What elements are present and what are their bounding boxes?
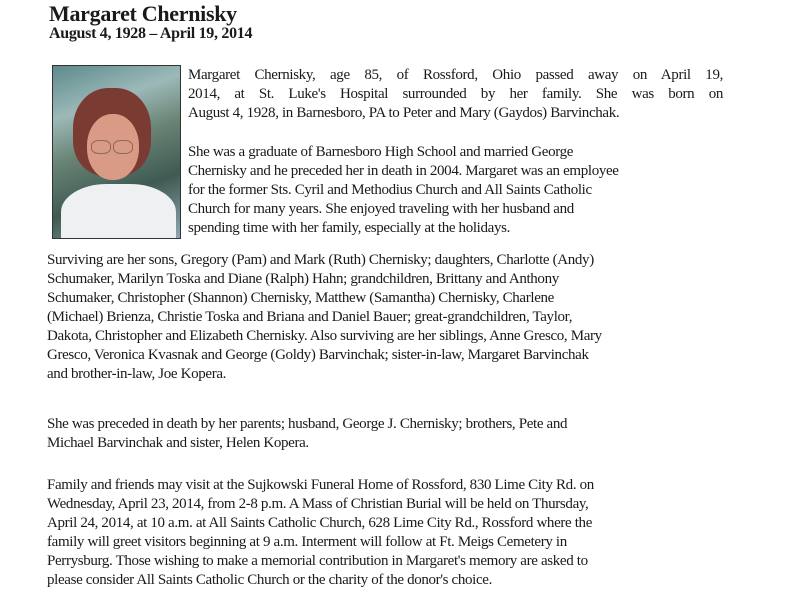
text-line: Wednesday, April 23, 2014, from 2-8 p.m. A Mass of Christian Burial will be held on Thursday, [47, 496, 589, 512]
text-line: Family and friends may visit at the Sujkowski Funeral Home of Rossford, 830 Lime City Rd. on [47, 477, 594, 493]
text-line: She was a graduate of Barnesboro High School and married George [188, 144, 574, 160]
paragraph-survivors [47, 251, 602, 384]
paragraph-preceded [47, 415, 567, 453]
paragraph-education [188, 143, 619, 238]
paragraph-services [47, 476, 594, 590]
text-line: (Michael) Brienza, Christie Toska and Briana and Daniel Bauer; great-grandchildren, Taylor, [47, 309, 573, 325]
text-line: 2014, at St. Luke's Hospital surrounded by her family. She was born on [188, 86, 723, 102]
text-line: Michael Barvinchak and sister, Helen Kopera. [47, 435, 309, 451]
text-line: August 4, 1928, in Barnesboro, PA to Peter and Mary (Gaydos) Barvinchak. [188, 105, 620, 121]
portrait-photo [52, 65, 181, 239]
text-line: Dakota, Christopher and Elizabeth Chernisky. Also surviving are her siblings, Anne Gresco, Mary [47, 328, 602, 344]
text-line: Schumaker, Christopher (Shannon) Chernisky, Matthew (Samantha) Chernisky, Charlene [47, 290, 554, 306]
text-line: Church for many years. She enjoyed traveling with her husband and [188, 201, 574, 217]
life-dates: August 4, 1928 – April 19, 2014 [49, 25, 253, 42]
text-line: Margaret Chernisky, age 85, of Rossford, Ohio passed away on April 19, [188, 67, 723, 83]
text-line: and brother-in-law, Joe Kopera. [47, 366, 227, 382]
text-line: Surviving are her sons, Gregory (Pam) and Mark (Ruth) Chernisky; daughters, Charlotte (Andy) [47, 252, 594, 268]
text-line: for the former Sts. Cyril and Methodius Church and All Saints Catholic [188, 182, 592, 198]
paragraph-intro [188, 66, 723, 123]
obituary-name: Margaret Chernisky [49, 1, 237, 26]
text-line: family will greet visitors beginning at 9 a.m. Interment will follow at Ft. Meigs Cemetery in [47, 534, 567, 550]
text-line: Gresco, Veronica Kvasnak and George (Goldy) Barvinchak; sister-in-law, Margaret Barvinchak [47, 347, 589, 363]
text-line: She was preceded in death by her parents; husband, George J. Chernisky; brothers, Pete and [47, 416, 568, 432]
text-line: spending time with her family, especially at the holidays. [188, 220, 510, 236]
text-line: please consider All Saints Catholic Church or the charity of the donor's choice. [47, 572, 492, 588]
text-line: Schumaker, Marilyn Toska and Diane (Ralph) Hahn; grandchildren, Brittany and Anthony [47, 271, 559, 287]
text-line: Chernisky and he preceded her in death in 2004. Margaret was an employee [188, 163, 619, 179]
text-line: April 24, 2014, at 10 a.m. at All Saints Catholic Church, 628 Lime City Rd., Rossford where the [47, 515, 593, 531]
text-line: Perrysburg. Those wishing to make a memorial contribution in Margaret's memory are asked to [47, 553, 588, 569]
